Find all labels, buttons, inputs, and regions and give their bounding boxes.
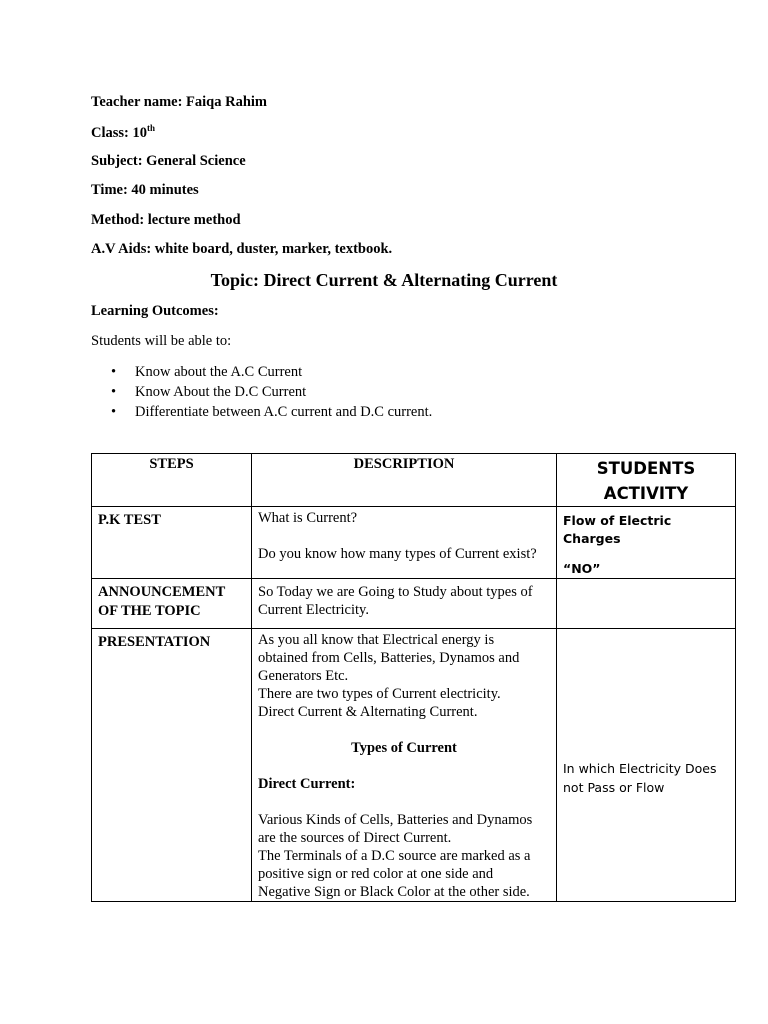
header-steps: STEPS xyxy=(92,454,252,507)
header-activity-line: STUDENTS xyxy=(596,459,696,478)
learning-outcomes-title: Learning Outcomes: xyxy=(91,303,219,319)
description-line: positive sign or red color at one side and xyxy=(258,866,494,882)
description-presentation xyxy=(252,629,557,902)
description-line: Negative Sign or Black Color at the other side. xyxy=(258,884,530,900)
activity-line: In which Electricity Does xyxy=(563,761,717,776)
step-presentation: PRESENTATION xyxy=(92,629,252,902)
teacher-name: Teacher name: Faiqa Rahim xyxy=(91,94,268,110)
table-row xyxy=(92,579,736,629)
topic-title: Topic: Direct Current & Alternating Current xyxy=(210,270,558,290)
description-line: As you all know that Electrical energy is xyxy=(258,632,495,648)
subject-info: Subject: General Science xyxy=(91,153,246,169)
header-activity-line: ACTIVITY xyxy=(603,484,689,503)
time-info: Time: 40 minutes xyxy=(91,182,199,198)
av-aids-info: A.V Aids: white board, duster, marker, textbook. xyxy=(91,241,393,257)
description-line: obtained from Cells, Batteries, Dynamos and xyxy=(258,650,520,666)
learning-outcomes-intro: Students will be able to: xyxy=(91,333,232,349)
method-info: Method: lecture method xyxy=(91,212,241,228)
activity-pk-test xyxy=(557,507,736,579)
activity-line: not Pass or Flow xyxy=(563,780,665,795)
description-line: So Today we are Going to Study about types of xyxy=(258,584,533,600)
step-line: ANNOUNCEMENT xyxy=(98,584,226,600)
description-line: Current Electricity. xyxy=(258,602,369,618)
types-of-current-heading: Types of Current xyxy=(351,740,457,756)
class-info xyxy=(91,123,155,142)
description-line: are the sources of Direct Current. xyxy=(258,830,452,846)
activity-line: Flow of Electric Charges xyxy=(563,513,672,546)
lesson-plan-table xyxy=(91,453,736,902)
description-pk-test xyxy=(252,507,557,579)
description-line: Do you know how many types of Current exist? xyxy=(258,546,537,562)
description-announcement xyxy=(252,579,557,629)
list-item: • Know About the D.C Current xyxy=(91,382,432,402)
direct-current-heading: Direct Current: xyxy=(258,776,356,792)
class-label: Class: 10 xyxy=(91,125,147,141)
table-header-row xyxy=(92,454,736,507)
activity-line: “NO” xyxy=(563,561,601,576)
activity-presentation xyxy=(557,629,736,902)
list-item: • Know about the A.C Current xyxy=(91,362,432,382)
step-line: OF THE TOPIC xyxy=(98,603,201,619)
header-students-activity xyxy=(557,454,736,507)
table-row xyxy=(92,507,736,579)
class-suffix: th xyxy=(147,123,156,133)
list-item: • Differentiate between A.C current and D.C current. xyxy=(91,402,432,422)
description-line: Various Kinds of Cells, Batteries and Dynamos xyxy=(258,812,533,828)
description-line: What is Current? xyxy=(258,510,358,526)
header-description: DESCRIPTION xyxy=(252,454,557,507)
table-row xyxy=(92,629,736,902)
description-line: Generators Etc. xyxy=(258,668,349,684)
step-pk-test: P.K TEST xyxy=(92,507,252,579)
activity-announcement xyxy=(557,579,736,629)
description-line: Direct Current & Alternating Current. xyxy=(258,704,478,720)
learning-outcomes-list xyxy=(91,362,432,422)
description-line: There are two types of Current electricity. xyxy=(258,686,501,702)
description-line: The Terminals of a D.C source are marked as a xyxy=(258,848,531,864)
step-announcement xyxy=(92,579,252,629)
